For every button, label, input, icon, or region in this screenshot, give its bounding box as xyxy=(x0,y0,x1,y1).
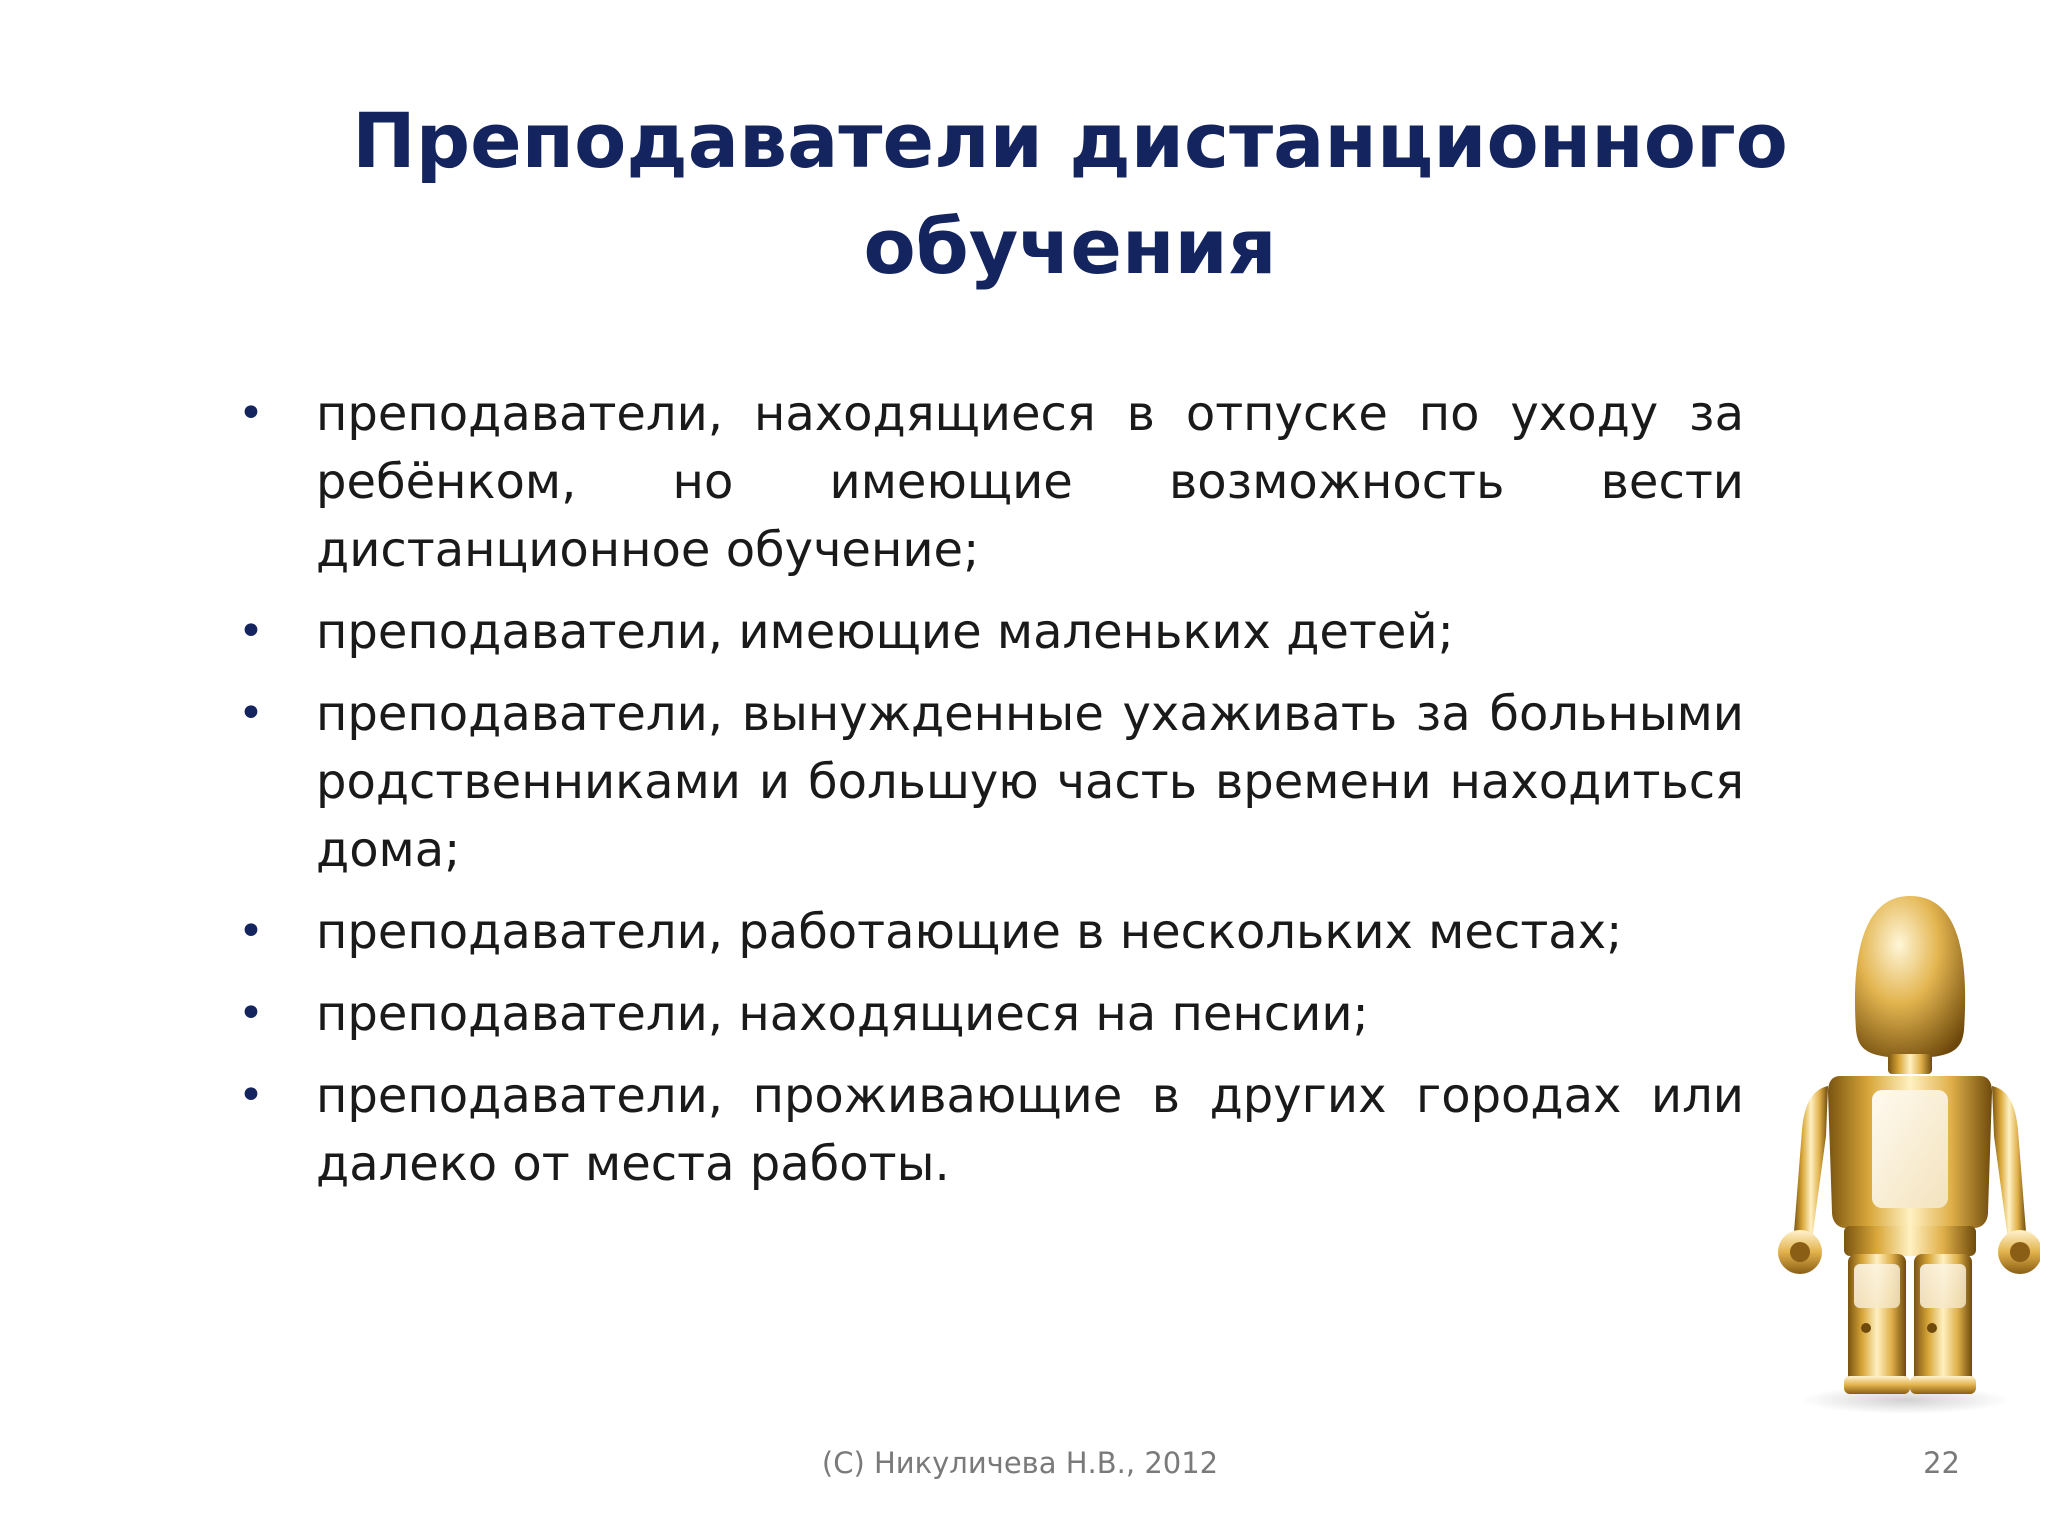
golden-robot-figurine-icon xyxy=(1770,880,2040,1420)
bullet-icon: • xyxy=(238,688,264,739)
bullet-icon: • xyxy=(238,988,264,1039)
bullet-item xyxy=(232,680,1744,884)
bullet-text: преподаватели, вынужденные ухаживать за больными родственниками и большую часть времени находиться дома; xyxy=(316,686,1744,878)
bullet-icon: • xyxy=(238,1070,264,1121)
bullet-text: преподаватели, находящиеся на пенсии; xyxy=(316,986,1369,1042)
slide-footer: (С) Никуличева Н.В., 2012 xyxy=(821,1446,1219,1480)
bullet-icon: • xyxy=(238,388,264,439)
slide-title: Преподаватели дистанционного обучения xyxy=(352,96,1788,291)
bullet-item xyxy=(232,380,1744,584)
bullet-icon: • xyxy=(238,906,264,957)
slide-page-number: 22 xyxy=(1923,1446,1960,1480)
bullet-icon: • xyxy=(238,606,264,657)
bullet-item xyxy=(232,1062,1744,1198)
bullet-item xyxy=(232,980,1744,1048)
bullet-item xyxy=(232,898,1744,966)
bullet-item xyxy=(232,598,1744,666)
bullet-text: преподаватели, имеющие маленьких детей; xyxy=(316,604,1454,660)
bullet-text: преподаватели, проживающие в других городах или далеко от места работы. xyxy=(316,1068,1744,1192)
bullet-text: преподаватели, находящиеся в отпуске по уходу за ребёнком, но имеющие возможность вести дистанционное обучение; xyxy=(316,386,1744,578)
bullet-list xyxy=(232,380,1744,1212)
bullet-text: преподаватели, работающие в нескольких местах; xyxy=(316,904,1623,960)
